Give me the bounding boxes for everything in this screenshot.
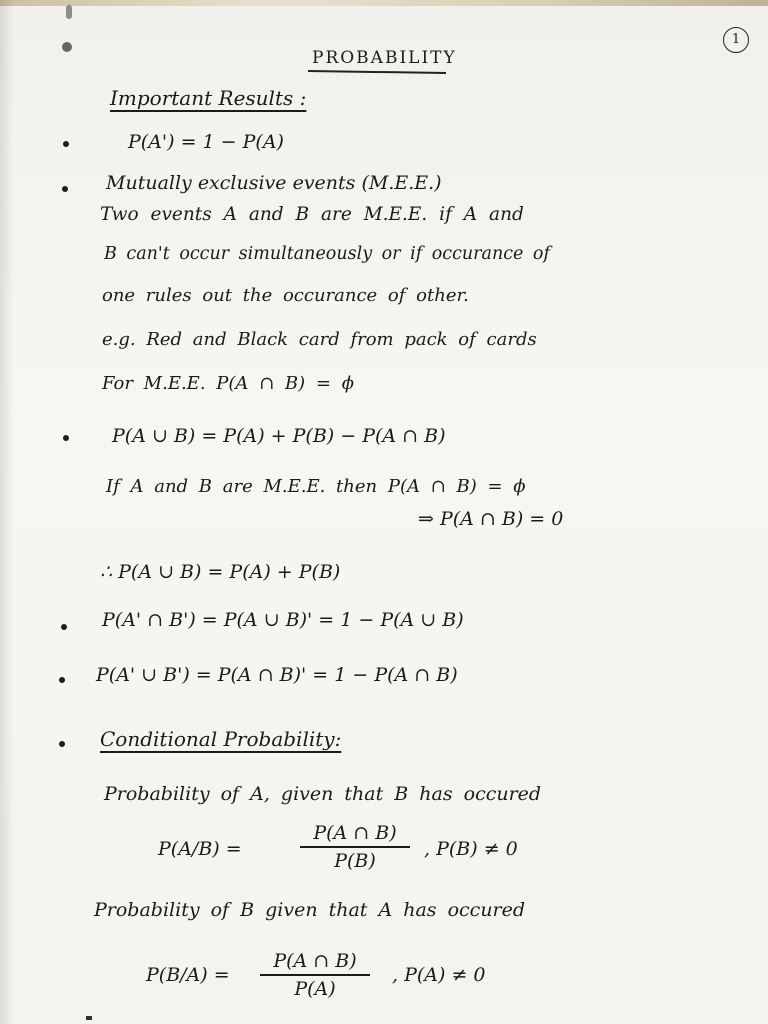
bullet	[63, 435, 69, 441]
mee-formula: For M.E.E. P(A ∩ B) = ϕ	[102, 373, 354, 394]
bullet	[62, 186, 68, 192]
conditional-a-lhs: P(A/B) =	[158, 838, 242, 860]
fraction-numerator: P(A ∩ B)	[273, 950, 357, 972]
page-top-edge	[0, 0, 768, 6]
bullet	[59, 677, 65, 683]
mee-example: e.g. Red and Black card from pack of cards	[102, 329, 537, 350]
fraction-denominator: P(B)	[334, 849, 376, 872]
bullet	[59, 741, 65, 747]
heading-mee: Mutually exclusive events (M.E.E.)	[106, 172, 442, 194]
title-underline	[308, 70, 446, 74]
union-therefore: ∴ P(A ∪ B) = P(A) + P(B)	[100, 561, 341, 583]
binding-mark	[66, 5, 72, 19]
fraction-numerator: P(A ∩ B)	[313, 822, 397, 844]
page-mark	[86, 1016, 92, 1020]
bullet	[63, 141, 69, 147]
conditional-b-constraint: , P(A) ≠ 0	[392, 964, 486, 986]
conditional-b-fraction	[260, 950, 370, 1000]
binding-hole	[62, 42, 72, 52]
union-implies: ⇒ P(A ∩ B) = 0	[418, 508, 564, 530]
mee-definition-line-1: Two events A and B are M.E.E. if A and	[100, 204, 524, 225]
page-number: 1	[723, 27, 749, 53]
conditional-b-lhs: P(B/A) =	[146, 964, 230, 986]
conditional-a-constraint: , P(B) ≠ 0	[424, 838, 518, 860]
formula-union: P(A ∪ B) = P(A) + P(B) − P(A ∩ B)	[112, 425, 446, 447]
conditional-a-text: Probability of A, given that B has occured	[104, 783, 542, 805]
conditional-a-fraction	[300, 822, 410, 872]
mee-definition-line-2: B can't occur simultaneously or if occurance of	[104, 244, 550, 264]
formula-demorgan-1: P(A' ∩ B') = P(A ∪ B)' = 1 − P(A ∪ B)	[102, 609, 464, 631]
heading-conditional-probability: Conditional Probability:	[100, 727, 342, 751]
bullet	[61, 624, 67, 630]
page-title: PROBABILITY	[312, 48, 457, 68]
fraction-bar	[300, 846, 410, 848]
formula-complement: P(A') = 1 − P(A)	[128, 131, 284, 153]
fraction-bar	[260, 974, 370, 976]
formula-demorgan-2: P(A' ∪ B') = P(A ∩ B)' = 1 − P(A ∩ B)	[96, 664, 458, 686]
page-shadow	[0, 0, 14, 1024]
conditional-b-text: Probability of B given that A has occured	[94, 899, 526, 921]
union-mee-condition: If A and B are M.E.E. then P(A ∩ B) = ϕ	[106, 476, 526, 497]
heading-important-results: Important Results :	[110, 86, 307, 110]
mee-definition-line-3: one rules out the occurance of other.	[102, 285, 469, 306]
fraction-denominator: P(A)	[294, 977, 336, 1000]
